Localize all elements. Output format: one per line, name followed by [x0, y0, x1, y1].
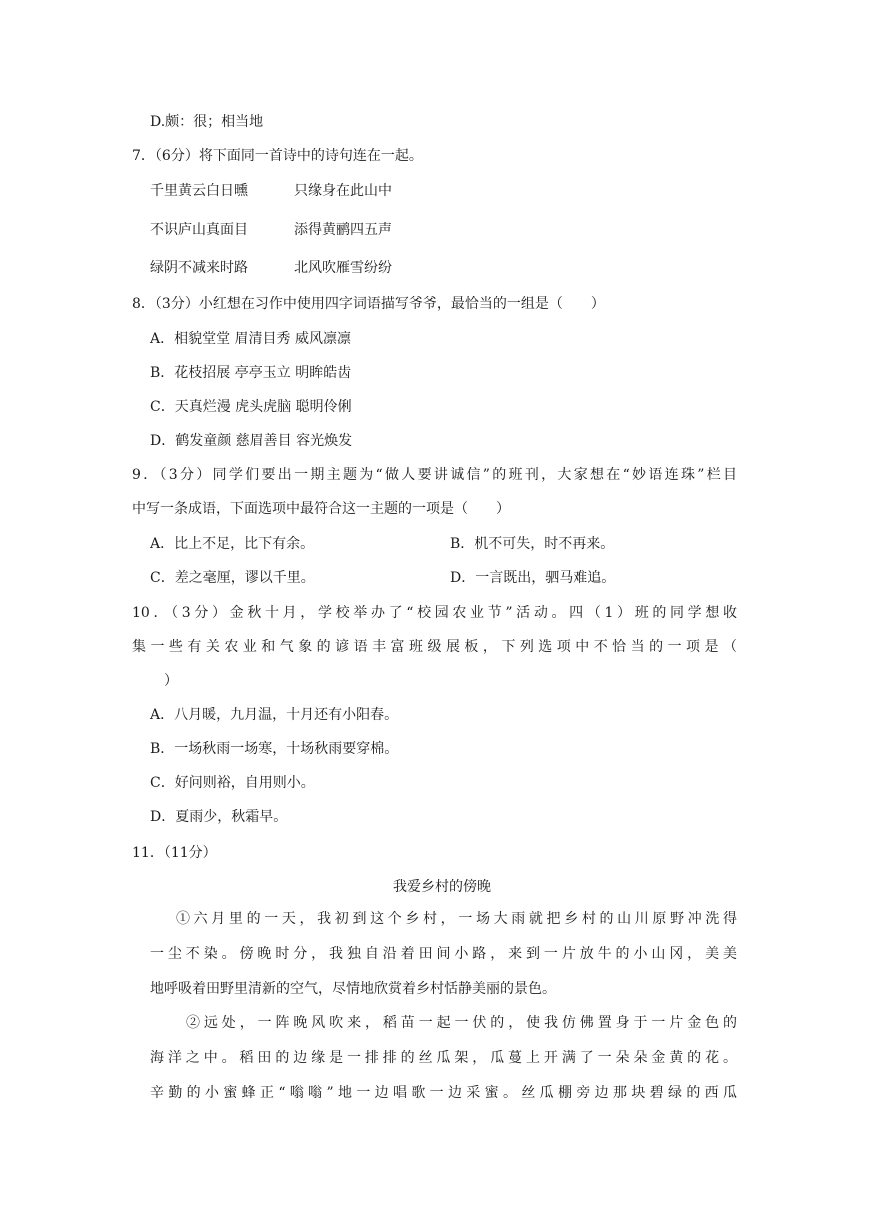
q6-option-d: D.颇：很；相当地	[150, 114, 264, 130]
passage-p2-line-3: 辛勤的小蜜蜂正“嗡嗡”地一边唱歌一边采蜜。丝瓜棚旁边那块碧绿的西瓜	[150, 1085, 737, 1101]
q10-stem-line-3: ）	[164, 673, 178, 689]
q8-stem: 8．（3分）小红想在习作中使用四字词语描写爷爷，最恰当的一组是（ ）	[132, 296, 605, 312]
q10-option-d: D．夏雨少，秋霜早。	[150, 809, 288, 825]
q9-option-d: D．一言既出，驷马难追。	[450, 570, 616, 586]
q10-option-a: A．八月暖，九月温，十月还有小阳春。	[150, 707, 399, 723]
q8-option-a: A．相貌堂堂 眉清目秀 威风凛凛	[150, 331, 352, 347]
q7-right-line-3: 北风吹雁雪纷纷	[294, 260, 392, 276]
passage-p1-line-3: 地呼吸着田野里清新的空气，尽情地欣赏着乡村恬静美丽的景色。	[150, 981, 556, 997]
q11-stem: 11．（11分）	[132, 845, 217, 861]
q7-left-line-3: 绿阴不减来时路	[150, 260, 248, 276]
q9-stem-line-2: 中写一条成语，下面选项中最符合这一主题的一项是（ ）	[132, 501, 510, 517]
passage-p2-line-2: 海洋之中。稻田的边缘是一排排的丝瓜架，瓜蔓上开满了一朵朵金黄的花。	[150, 1050, 737, 1066]
q10-stem-line-2: 集一些有关农业和气象的谚语丰富班级展板，下列选项中不恰当的一项是（	[132, 639, 737, 655]
q7-right-line-1: 只缘身在此山中	[294, 183, 392, 199]
q10-stem-line-1: 10．（3分）金秋十月，学校举办了“校园农业节”活动。四（1）班的同学想收	[132, 605, 737, 621]
q9-option-b: B．机不可失，时不再来。	[450, 536, 615, 552]
q9-option-a: A．比上不足，比下有余。	[150, 536, 315, 552]
q8-option-d: D．鹤发童颜 慈眉善目 容光焕发	[150, 433, 353, 449]
q7-right-line-2: 添得黄鹂四五声	[294, 222, 392, 238]
q7-stem: 7．（6分）将下面同一首诗中的诗句连在一起。	[132, 148, 423, 164]
q9-stem-line-1: 9．（3分）同学们要出一期主题为“做人要讲诚信”的班刊，大家想在“妙语连珠”栏目	[132, 467, 737, 483]
passage-title: 我爱乡村的傍晚	[393, 879, 491, 895]
q8-option-c: C．天真烂漫 虎头虎脑 聪明伶俐	[150, 399, 352, 415]
q7-left-line-2: 不识庐山真面目	[150, 222, 248, 238]
q10-option-c: C．好问则裕，自用则小。	[150, 775, 315, 791]
q7-left-line-1: 千里黄云白日曛	[150, 183, 248, 199]
passage-p2-line-1: ②远处，一阵晚风吹来，稻苗一起一伏的，使我仿佛置身于一片金色的	[186, 1015, 737, 1031]
passage-p1-line-2: 一尘不染。傍晚时分，我独自沿着田间小路，来到一片放牛的小山冈，美美	[150, 946, 737, 962]
q10-option-b: B．一场秋雨一场寒，十场秋雨要穿棉。	[150, 741, 399, 757]
passage-p1-line-1: ①六月里的一天，我初到这个乡村，一场大雨就把乡村的山川原野冲洗得	[176, 911, 737, 927]
q8-option-b: B．花枝招展 亭亭玉立 明眸皓齿	[150, 365, 352, 381]
q9-option-c: C．差之毫厘，谬以千里。	[150, 570, 315, 586]
